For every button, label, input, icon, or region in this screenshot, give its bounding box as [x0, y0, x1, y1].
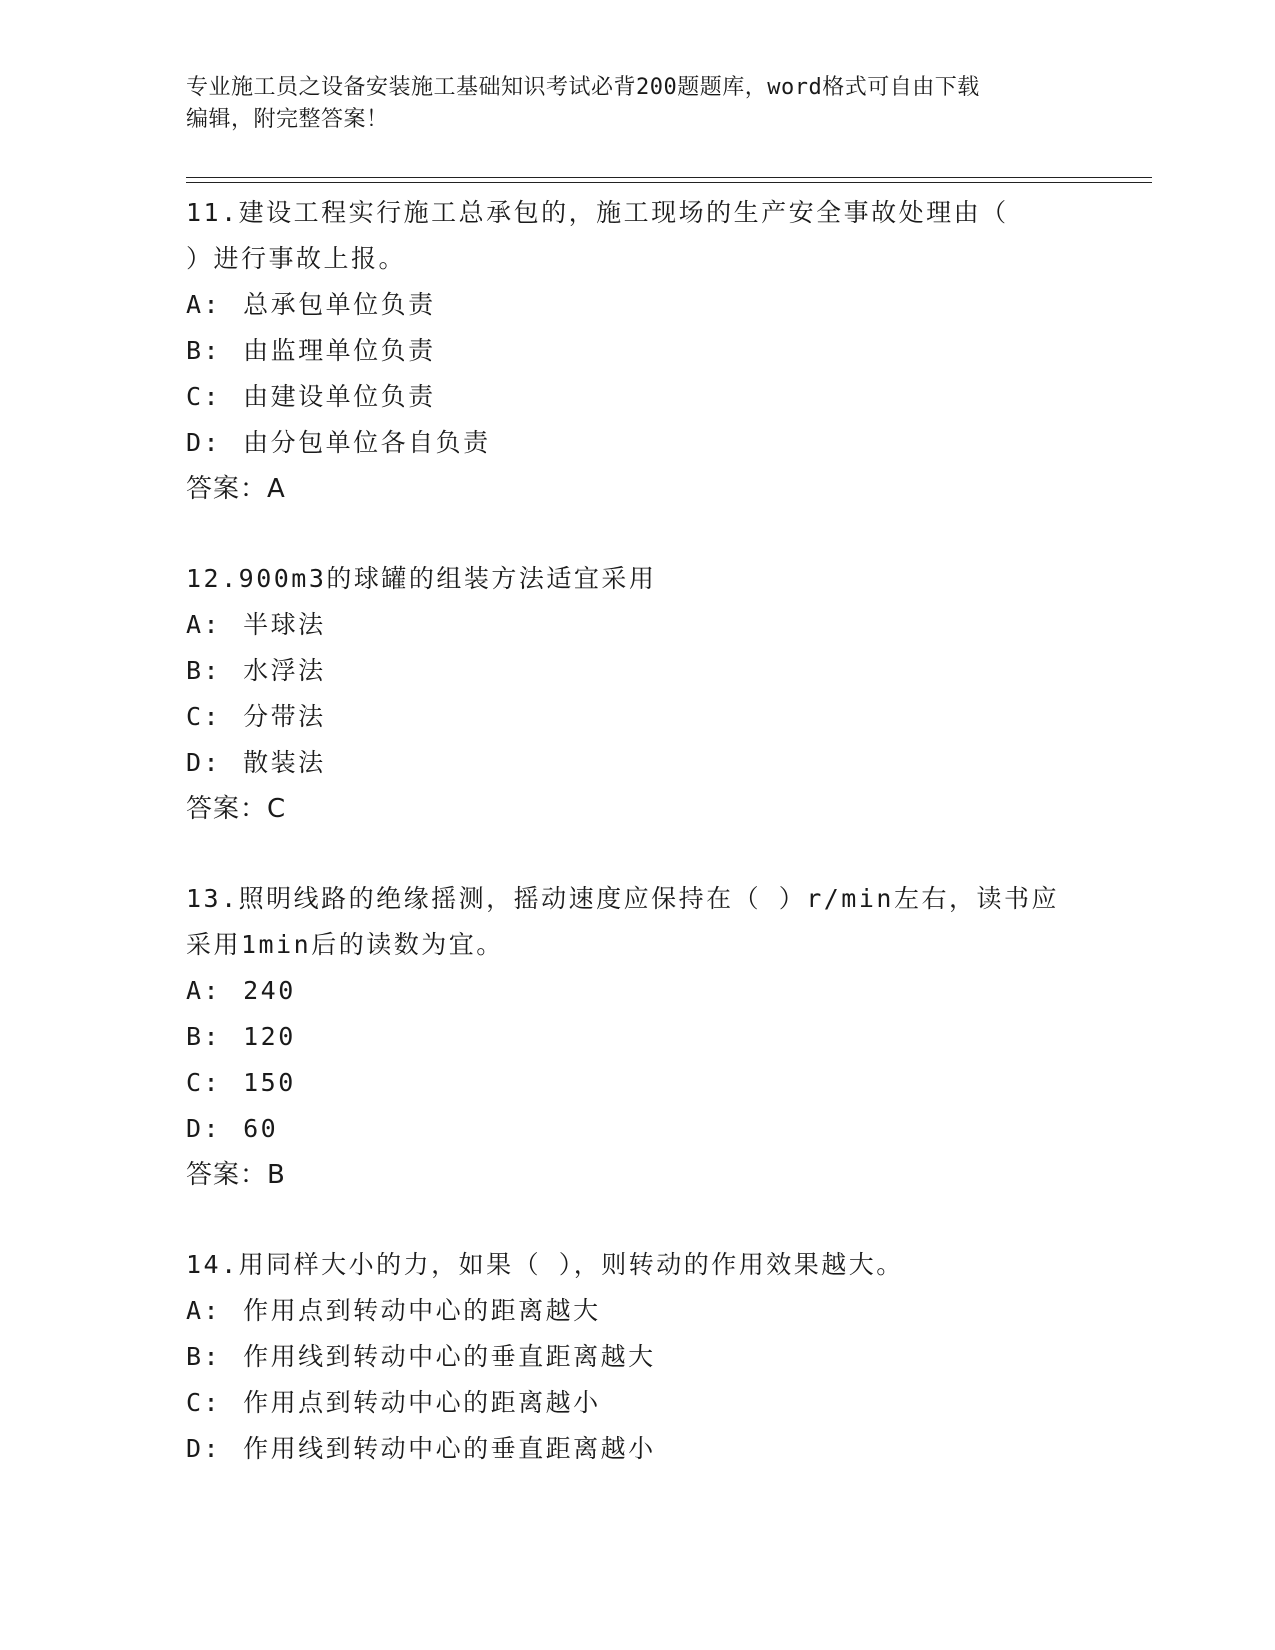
option-a	[186, 1288, 1152, 1334]
question-13	[186, 876, 1152, 1198]
option-d	[186, 1106, 1152, 1152]
option-b	[186, 328, 1152, 374]
question-text-line: 11.建设工程实行施工总承包的，施工现场的生产安全事故处理由（	[186, 198, 1009, 227]
option-text: 作用线到转动中心的垂直距离越大	[243, 1342, 656, 1371]
question-text-line: ）进行事故上报。	[186, 244, 407, 273]
option-key: B:	[186, 1342, 222, 1371]
option-key: A:	[186, 976, 222, 1005]
option-text: 水浮法	[243, 656, 326, 685]
option-key: C:	[186, 1068, 222, 1097]
option-b	[186, 648, 1152, 694]
option-key: D:	[186, 1114, 222, 1143]
option-key: C:	[186, 382, 222, 411]
option-text: 120	[243, 1022, 296, 1051]
option-text: 总承包单位负责	[243, 290, 436, 319]
option-text: 60	[243, 1114, 279, 1143]
option-a	[186, 282, 1152, 328]
document-header	[186, 72, 1086, 136]
option-c	[186, 1060, 1152, 1106]
option-c	[186, 1380, 1152, 1426]
option-text: 150	[243, 1068, 296, 1097]
question-12	[186, 556, 1152, 832]
question-14	[186, 1242, 1152, 1472]
question-list	[186, 190, 1152, 1472]
option-text: 由建设单位负责	[243, 382, 436, 411]
question-text-line: 12.900m3的球罐的组装方法适宜采用	[186, 564, 657, 593]
option-d	[186, 420, 1152, 466]
header-title-line-1: 专业施工员之设备安装施工基础知识考试必背200题题库，word格式可自由下载	[186, 75, 980, 100]
option-a	[186, 602, 1152, 648]
question-text-line: 13.照明线路的绝缘摇测，摇动速度应保持在（ ）r/min左右，读书应	[186, 884, 1059, 913]
option-text: 由监理单位负责	[243, 336, 436, 365]
option-key: B:	[186, 656, 222, 685]
question-text-line: 采用1min后的读数为宜。	[186, 930, 504, 959]
answer-line: 答案：C	[186, 794, 287, 824]
option-text: 半球法	[243, 610, 326, 639]
option-text: 分带法	[243, 702, 326, 731]
header-title-line-2: 编辑，附完整答案！	[186, 107, 389, 132]
answer-line: 答案：A	[186, 474, 286, 504]
option-key: D:	[186, 748, 222, 777]
option-key: C:	[186, 702, 222, 731]
option-c	[186, 374, 1152, 420]
option-text: 作用点到转动中心的距离越小	[243, 1388, 601, 1417]
header-divider-top	[186, 177, 1152, 178]
option-c	[186, 694, 1152, 740]
option-key: B:	[186, 336, 222, 365]
option-d	[186, 740, 1152, 786]
option-text: 作用线到转动中心的垂直距离越小	[243, 1434, 656, 1463]
header-divider-bottom	[186, 182, 1152, 183]
option-key: A:	[186, 610, 222, 639]
option-b	[186, 1334, 1152, 1380]
option-text: 由分包单位各自负责	[243, 428, 491, 457]
option-text: 散装法	[243, 748, 326, 777]
option-key: D:	[186, 1434, 222, 1463]
option-text: 240	[243, 976, 296, 1005]
option-key: A:	[186, 290, 222, 319]
option-key: C:	[186, 1388, 222, 1417]
option-b	[186, 1014, 1152, 1060]
option-text: 作用点到转动中心的距离越大	[243, 1296, 601, 1325]
option-key: A:	[186, 1296, 222, 1325]
option-key: B:	[186, 1022, 222, 1051]
question-text-line: 14.用同样大小的力，如果（ ），则转动的作用效果越大。	[186, 1250, 904, 1279]
question-11	[186, 190, 1152, 512]
option-a	[186, 968, 1152, 1014]
answer-line: 答案：B	[186, 1160, 286, 1190]
option-d	[186, 1426, 1152, 1472]
option-key: D:	[186, 428, 222, 457]
